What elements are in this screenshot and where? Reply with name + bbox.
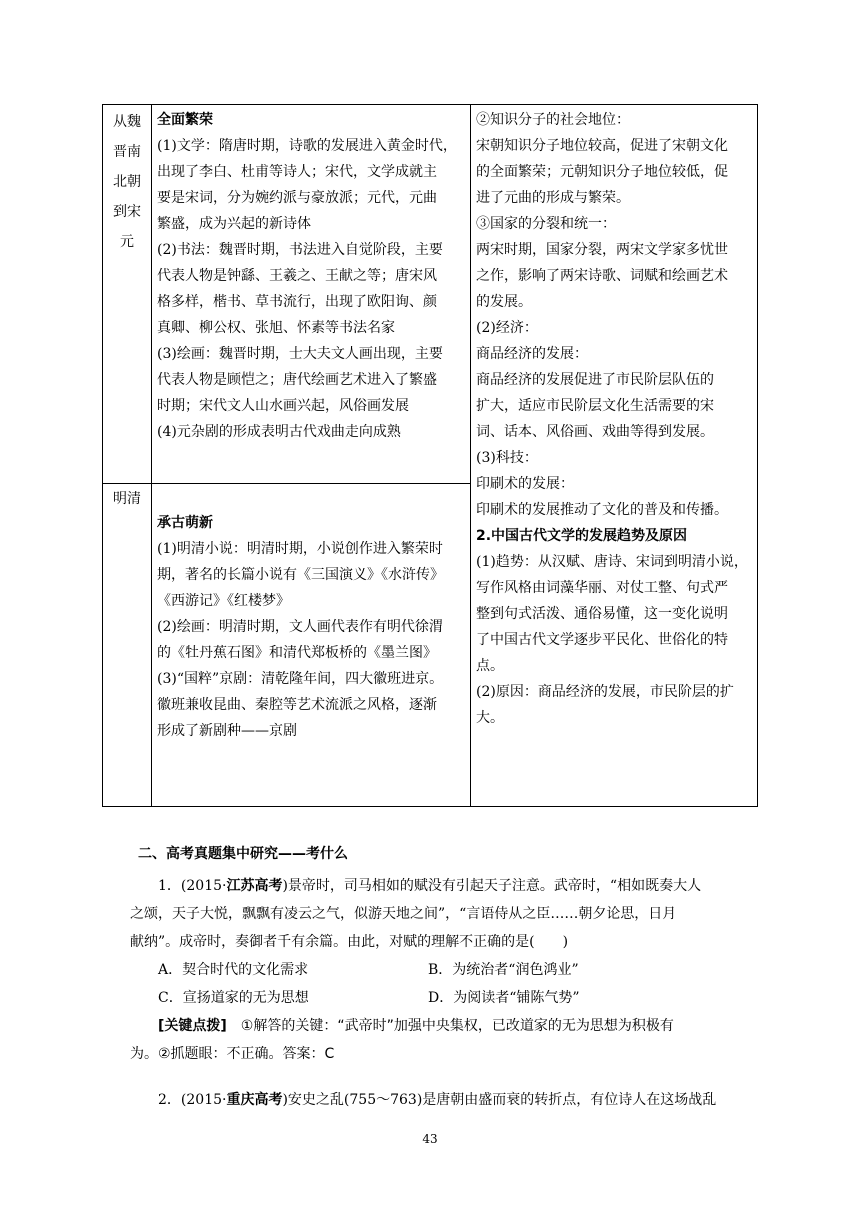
question-line: 之颂，天子大悦，飘飘有凌云之气，似游天地之间”，“言语侍从之臣……朝夕论思，日月 — [130, 906, 677, 922]
question-text: )安史之乱(755～763)是唐朝由盛而衰的转折点，有位诗人在这场战乱 — [282, 1092, 717, 1108]
text-line: 《西游记》《红楼梦》 — [157, 593, 290, 609]
question-number: 2．( — [158, 1092, 187, 1108]
cell-heading: 承古萌新 — [157, 515, 213, 531]
question-source: 江苏高考 — [226, 878, 283, 894]
text-line: (2)绘画：明清时期，文人画代表作有明代徐渭 — [157, 619, 443, 635]
text-line: 两宋时期，国家分裂，两宋文学家多忧世 — [476, 242, 728, 258]
text-line: ③国家的分裂和统一： — [476, 216, 616, 232]
text-line: (3)科技： — [476, 450, 538, 466]
text-line: 进了元曲的形成与繁荣。 — [476, 190, 630, 206]
text-line: 繁盛，成为兴起的新诗体 — [157, 216, 311, 232]
question-year: 2015· — [186, 878, 227, 894]
content-cell — [152, 484, 471, 807]
text-line: 之作，影响了两宋诗歌、词赋和绘画艺术 — [476, 268, 728, 284]
page-number: 43 — [422, 1132, 438, 1146]
text-line: 大。 — [476, 710, 504, 726]
text-line: (1)文学：隋唐时期，诗歌的发展进入黄金时代， — [157, 138, 457, 154]
text-line: 代表人物是钟繇、王羲之、王献之等；唐宋风 — [157, 268, 437, 284]
text-line: 印刷术的发展： — [476, 476, 574, 492]
option-a: A．契合时代的文化需求 — [158, 962, 309, 978]
text-line: 点。 — [476, 658, 504, 674]
era-char: 元 — [120, 234, 134, 250]
question-year: 2015· — [186, 1092, 227, 1108]
text-line: 要是宋词，分为婉约派与豪放派；元代，元曲 — [157, 190, 437, 206]
text-line: 的发展。 — [476, 294, 532, 310]
text-line: (1)明清小说：明清时期，小说创作进入繁荣时 — [157, 541, 443, 557]
era-char: 从魏 — [113, 114, 141, 130]
era-char: 到宋 — [113, 204, 141, 220]
question-line — [130, 872, 750, 900]
era-cell — [103, 484, 152, 807]
table-row — [103, 105, 758, 484]
option-c: C．宣扬道家的无为思想 — [158, 990, 309, 1006]
text-line: (2)原因：商品经济的发展，市民阶层的扩 — [476, 684, 734, 700]
text-line: 格多样，楷书、草书流行，出现了欧阳询、颜 — [157, 294, 437, 310]
text-line: 期，著名的长篇小说有《三国演义》《水浒传》 — [157, 567, 444, 583]
era-cell — [103, 105, 152, 484]
text-line: ②知识分子的社会地位： — [476, 112, 630, 128]
text-line: 了中国古代文学逐步平民化、世俗化的特 — [476, 632, 728, 648]
text-line: 宋朝知识分子地位较高，促进了宋朝文化 — [476, 138, 728, 154]
text-line: (2)经济： — [476, 320, 538, 336]
section-heading: 二、高考真题集中研究——考什么 — [138, 846, 348, 862]
text-line: 写作风格由词藻华丽、对仗工整、句式严 — [476, 580, 728, 596]
text-line: 真卿、柳公权、张旭、怀素等书法名家 — [157, 320, 395, 336]
option-b: B．为统治者“润色鸿业” — [428, 962, 579, 978]
question-line — [130, 1086, 750, 1114]
text-line: 扩大，适应市民阶层文化生活需要的宋 — [476, 398, 714, 414]
text-line: 商品经济的发展促进了市民阶层队伍的 — [476, 372, 714, 388]
tip-text: ①解答的关键：“武帝时”加强中央集权，已改道家的无为思想为积极有 — [226, 1018, 674, 1034]
cell-heading: 全面繁荣 — [157, 112, 213, 128]
summary-table — [102, 104, 758, 807]
era-label: 明清 — [113, 491, 141, 507]
text-line: (3)“国粹”京剧：清乾隆年间，四大徽班进京。 — [157, 671, 444, 687]
text-line: 商品经济的发展： — [476, 346, 588, 362]
option-d: D．为阅读者“铺陈气势” — [428, 990, 580, 1006]
text-line: 徽班兼收昆曲、秦腔等艺术流派之风格，逐渐 — [157, 697, 437, 713]
text-line: 的全面繁荣；元朝知识分子地位较低，促 — [476, 164, 728, 180]
question-text: )景帝时，司马相如的赋没有引起天子注意。武帝时，“相如既奏大人 — [282, 878, 702, 894]
content-cell — [152, 105, 471, 484]
question-2 — [130, 1086, 750, 1114]
question-line: 献纳”。成帝时，奏御者千有余篇。由此，对赋的理解不正确的是( ) — [130, 934, 569, 950]
era-char: 北朝 — [113, 174, 141, 190]
text-line: 时期；宋代文人山水画兴起，风俗画发展 — [157, 398, 409, 414]
text-line: 词、话本、风俗画、戏曲等得到发展。 — [476, 424, 714, 440]
question-1 — [130, 872, 750, 1068]
text-line: 代表人物是顾恺之；唐代绘画艺术进入了繁盛 — [157, 372, 437, 388]
text-line: 印刷术的发展推动了文化的普及和传播。 — [476, 502, 728, 518]
right-cell — [471, 105, 758, 807]
text-line: (2)书法：魏晋时期，书法进入自觉阶段，主要 — [157, 242, 443, 258]
text-line: (4)元杂剧的形成表明古代戏曲走向成熟 — [157, 424, 401, 440]
tip-line — [130, 1012, 750, 1040]
options-row — [130, 956, 750, 984]
era-char: 晋南 — [113, 144, 141, 160]
tip-label: [关键点拨] — [158, 1018, 227, 1034]
text-line: (3)绘画：魏晋时期，士大夫文人画出现，主要 — [157, 346, 443, 362]
options-row — [130, 984, 750, 1012]
text-line: 的《牡丹蕉石图》和清代郑板桥的《墨兰图》 — [157, 645, 437, 661]
text-line: 出现了李白、杜甫等诗人；宋代，文学成就主 — [157, 164, 437, 180]
cell-heading: 2.中国古代文学的发展趋势及原因 — [476, 528, 688, 544]
question-source: 重庆高考 — [226, 1092, 283, 1108]
text-line: 形成了新剧种——京剧 — [157, 723, 297, 739]
text-line: 整到句式活泼、通俗易懂，这一变化说明 — [476, 606, 728, 622]
question-number: 1．( — [158, 878, 187, 894]
text-line: (1)趋势：从汉赋、唐诗、宋词到明清小说， — [476, 554, 748, 570]
tip-line: 为。②抓题眼：不正确。答案：C — [130, 1046, 335, 1062]
